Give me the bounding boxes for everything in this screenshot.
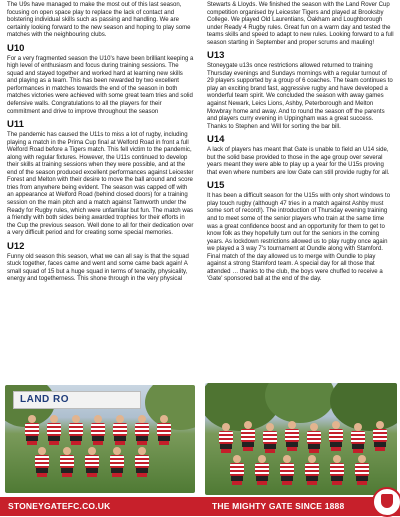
u13-paragraph: Stoneygate u13s once restrictions allowed returned to training Thursday evenings and Sundays mornings with a regular turnout of 29 players supported by a group of 6 coaches. The team continues to play an exciting brand fast, aggressive rugby and have developed a wonderful team spirit. We concluded the season with away games against Newark, Leics Lions, Ashby, Peterborough and Melton Mowbray home and away. And to round the season off the parents and players curry evening in Uppingham was a great success. Thanks to Stephen and Will for sorting the bar bill.	[207, 63, 393, 130]
club-crest-icon	[372, 487, 400, 517]
left-column	[7, 2, 194, 284]
u15-team-photo	[205, 383, 397, 495]
u12-continued-paragraph: Stewarts & Lloyds. We finished the season with the Land Rover Cup competition organised by Leicester Tigers and played at Brooksby College. We played Old Laurentians, Oakham and Loughborough under Ready 4 Rugby rules. Great fun on a warm day and tested the teams skills and speed to adapt to new rules. Looking forward to a full season starting in September and proper scrums and mauling!	[207, 2, 394, 46]
land-rover-banner: LAND RO	[13, 391, 141, 409]
footer-bar	[0, 497, 400, 516]
u15-heading: U15	[207, 180, 225, 192]
footer-tagline: THE MIGHTY GATE SINCE 1888	[212, 501, 345, 511]
u11-heading: U11	[7, 119, 24, 131]
u12-heading: U12	[7, 240, 25, 252]
u10-heading: U10	[7, 42, 25, 54]
u14-paragraph: A lack of players has meant that Gate is unable to field an U14 side, but the solid base provided to those in the age group over several years meant they were able to play up a year for the U15s proving that even where numbers are low Gate can still provide rugby for all.	[207, 147, 390, 176]
u12-team-photo	[5, 385, 195, 493]
u9-intro-paragraph: The U9s have managed to make the most out of this last season, focusing on open space play to replace the lack of contact and bolstering individual skills such as passing and handling. We are certainly looking forward to the new season and hoping to play some matches with the neighbouring clubs.	[7, 2, 191, 39]
u13-heading: U13	[207, 50, 225, 62]
u12-paragraph: Funny old season this season, what we can all say is that the squad stuck together, faces came and went and some came back again! A small squad of 15 but a huge squad in terms of tenacity, physicality, energy and togetherness. This shone through in the very physical	[7, 253, 189, 283]
u11-paragraph: The pandemic has caused the U11s to miss a lot of rugby, including playing a match in the Prima Cup final at Welford Road in front a full Welford Road before a Tigers match. This fell victim to the pandemic, along with regular fixtures. However, the U11s continued to develop their skills at training sessions when they were possible, and at the end of the season produced excellent performances against Leicester Forest and Melton with their desire to move the ball around and score tries from anywhere being evident. The season was capped off with an appearance at Welford Road (behind closed doors) for a training session on the main pitch and a match against Tamworth under the Ready for Rugby rules, which were unfamiliar but fun. The match was a friendly with both sides being awarded trophies for their efforts in the Cup the previous season. Well done to all for their dedication over a very difficult period and for creating some special memories.	[7, 132, 194, 237]
footer-website[interactable]: STONEYGATEFC.CO.UK	[8, 501, 111, 511]
u10-paragraph: For a very fragmented season the U10's have been brilliant keeping a high level of enthusiasm and focus during training sessions. The squad and stayed together and worked hard at learning new skills and playing as a team. This has been rewarded by two excellent performances in matches towards the end of the season in both matches victories were achieved with some great team tries and solid defensive walls. Congratulations to all the players for their commitment and drive to improve throughout the season	[7, 55, 194, 115]
right-column	[207, 2, 394, 284]
u14-heading: U14	[207, 134, 225, 146]
u15-paragraph: It has been a difficult season for the U15s with only short windows to play touch rugby (although 47 tries in a match against Ashby must some sort of record!). The introduction of Thursday evening training and to meet some of the senior players who train at the same time was a great confidence boost and an opportunity for them to get to know folk as they hopefully turn out for the seniors in the coming years. As lockdown restrictions allowed us to play rugby once again we played a 3 way 7's tournament at Oundle along with Stamford. Final match of the day allowed us to merge with Oundle to play against a strong Stamford team. A special day for all those that attended … thanks to the club, the boys were chuffed to receive a 'Gate' sponsored ball at the end of the day.	[207, 193, 391, 283]
